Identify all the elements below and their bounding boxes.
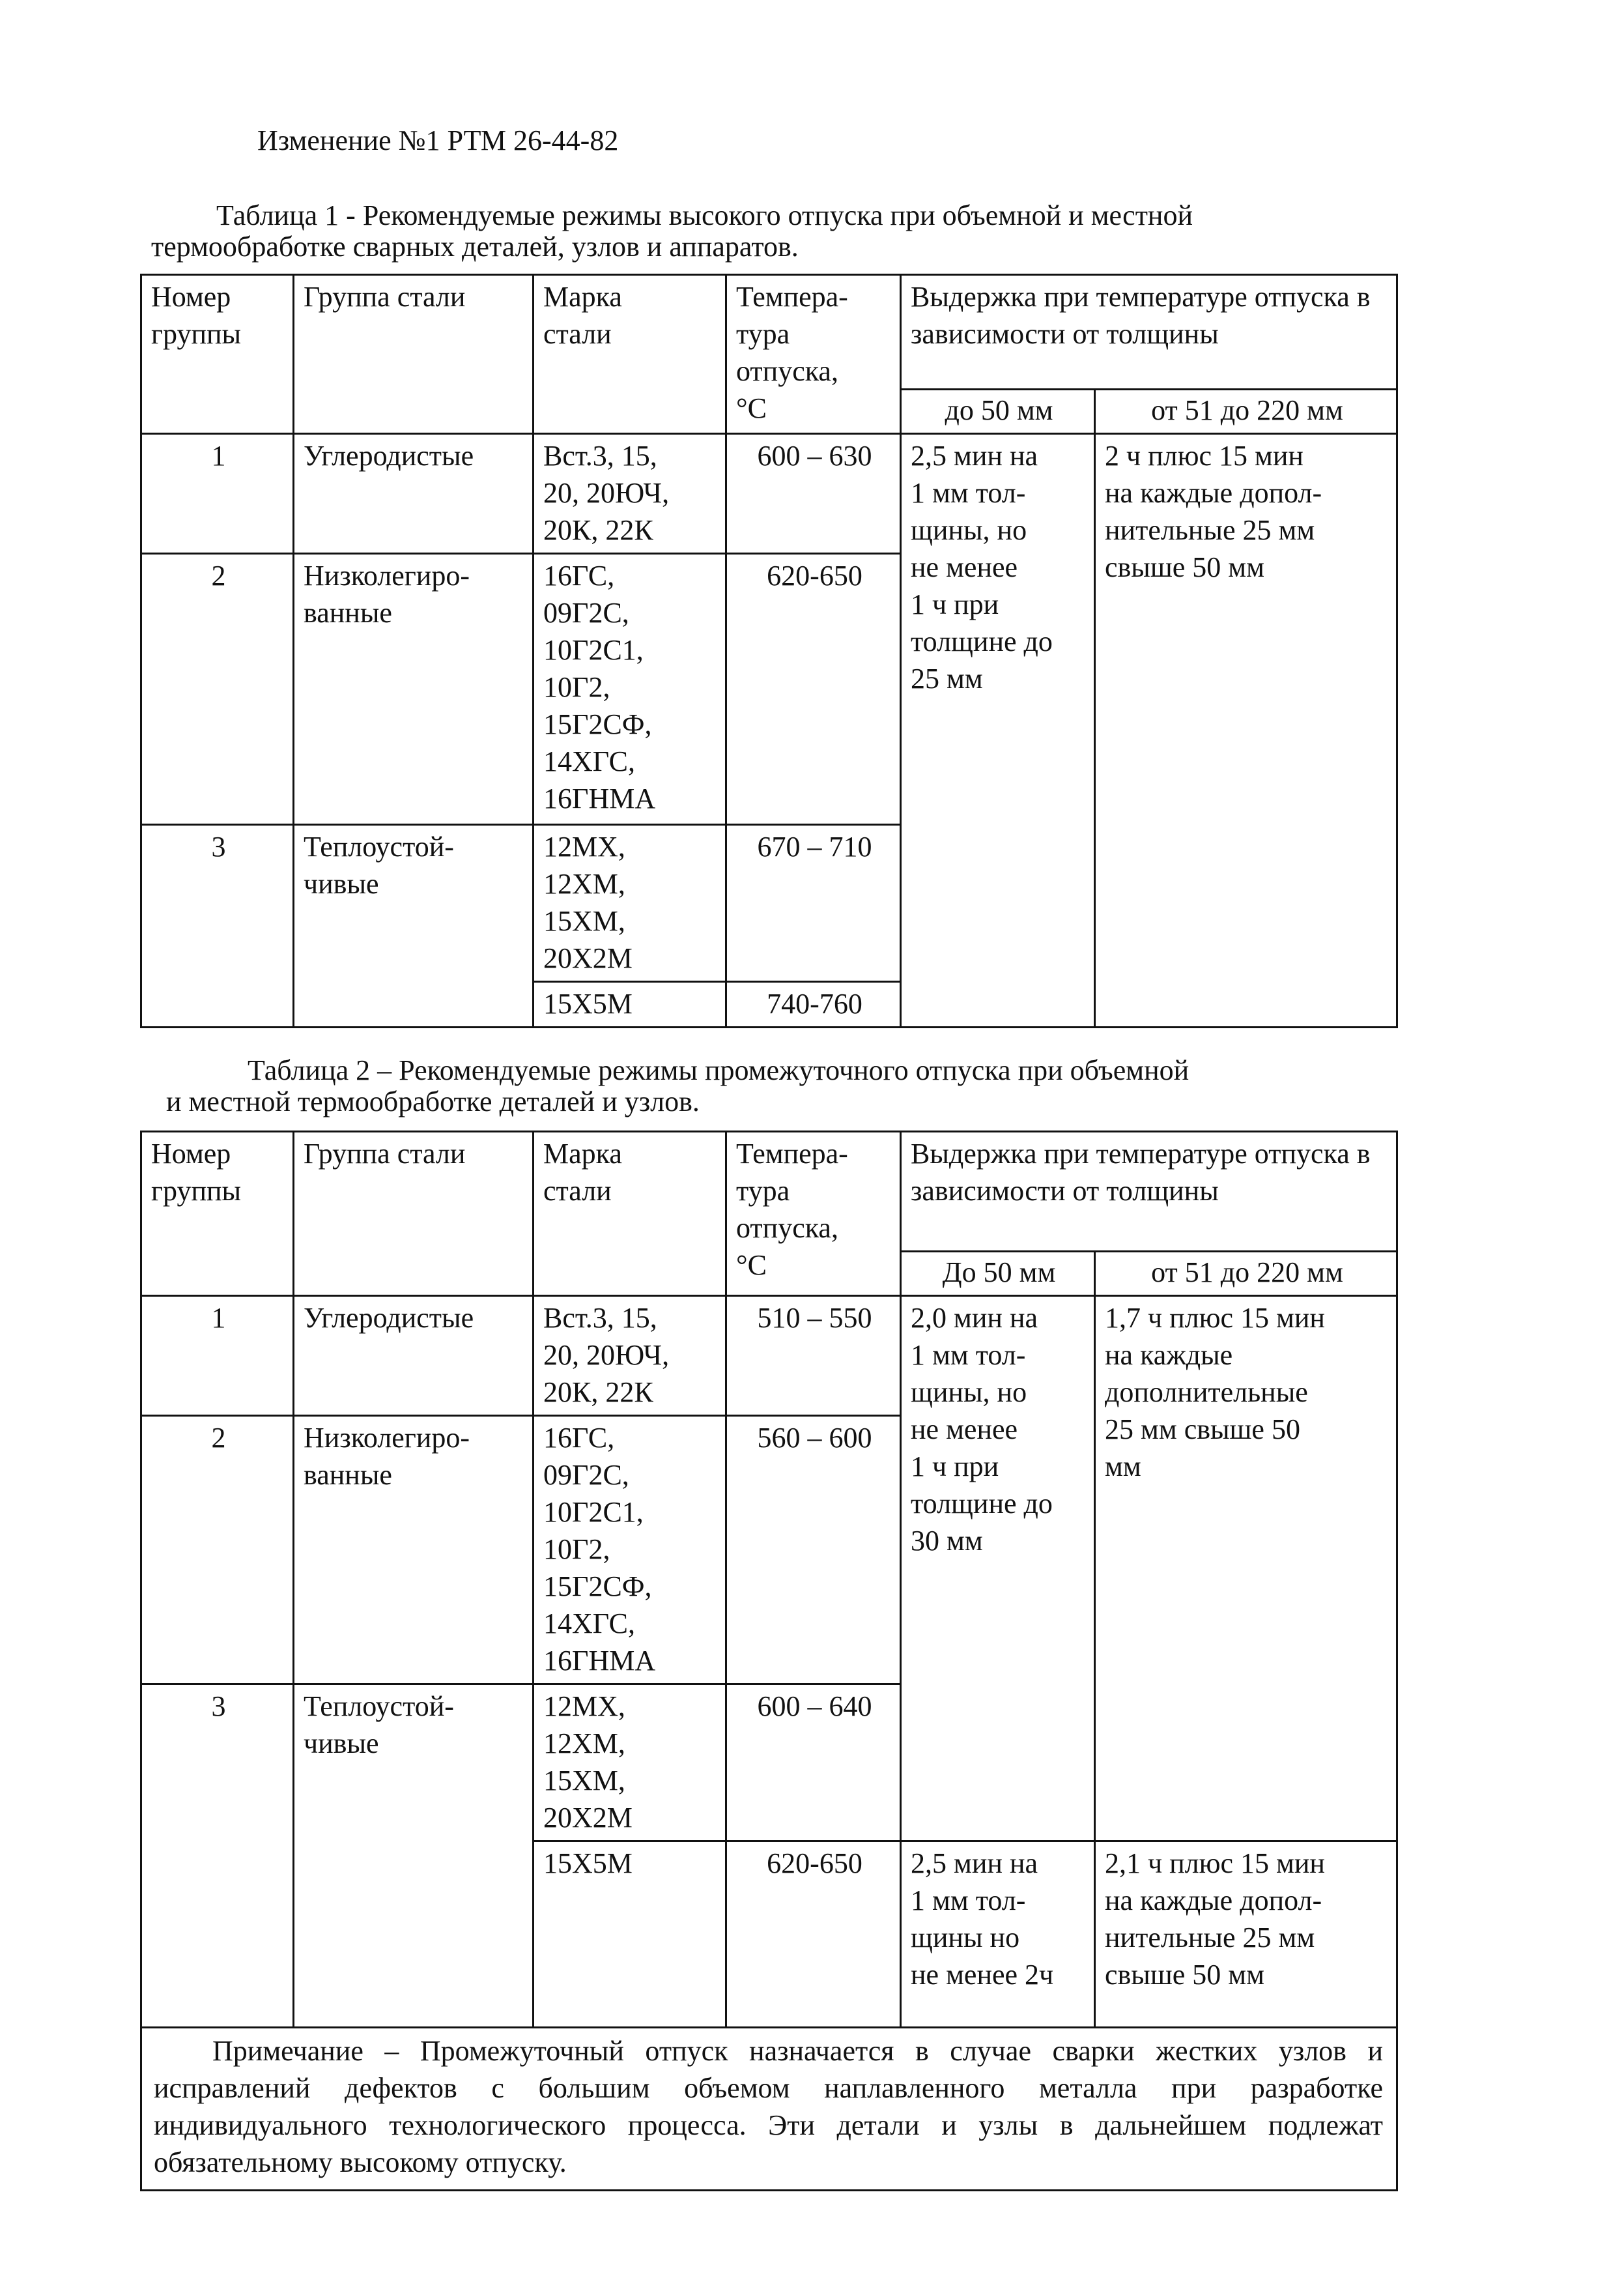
table1-header-hold-51-220: от 51 до 220 мм (1095, 390, 1397, 434)
table1-row3-group: Теплоустой- чивые (294, 825, 534, 1028)
table2-row3-group: Теплоустой- чивые (294, 1684, 534, 2028)
table1-row2-grade: 16ГС, 09Г2С, 10Г2С1, 10Г2, 15Г2СФ, 14ХГС, 16ГНМА (534, 554, 726, 825)
table2-row4-grade: 15Х5М (534, 1841, 726, 2028)
table2-header-row (141, 1132, 1397, 1252)
table1-caption-line2: термообработке сварных деталей, узлов и аппаратов. (151, 231, 799, 263)
table2-note-row (141, 2028, 1397, 2191)
table1-hold-upto50: 2,5 мин на 1 мм тол- щины, но не менее 1 ч при толщине до 25 мм (901, 434, 1095, 1028)
table1-row2-temp: 620-650 (726, 554, 901, 825)
table1-header-temperature: Темпера- тура отпуска, °С (726, 275, 901, 434)
table1-row3-no: 3 (141, 825, 294, 1028)
table2-row2-group: Низколегиро- ванные (294, 1416, 534, 1684)
table1-header-hold: Выдержка при температуре отпуска в зависимости от толщины (901, 275, 1397, 390)
table2-row3-no: 3 (141, 1684, 294, 2028)
table2 (140, 1131, 1398, 2191)
table2-row4-hold-51-220: 2,1 ч плюс 15 мин на каждые допол- нительные 25 мм свыше 50 мм (1095, 1841, 1397, 2028)
table1-row4-temp: 740-760 (726, 982, 901, 1028)
table2-row3-temp: 600 – 640 (726, 1684, 901, 1841)
table2-header-steel-group: Группа стали (294, 1132, 534, 1296)
table-row (141, 1296, 1397, 1416)
table1-header-hold-upto50: до 50 мм (901, 390, 1095, 434)
table2-row1-temp: 510 – 550 (726, 1296, 901, 1416)
table2-row1-grade: Вст.3, 15, 20, 20ЮЧ, 20К, 22К (534, 1296, 726, 1416)
table1-row1-temp: 600 – 630 (726, 434, 901, 554)
table2-header-hold-upto50: До 50 мм (901, 1252, 1095, 1296)
table1-header-row (141, 275, 1397, 390)
table1-caption (151, 199, 1454, 264)
table1-row1-no: 1 (141, 434, 294, 554)
table2-row2-no: 2 (141, 1416, 294, 1684)
table2-row1-no: 1 (141, 1296, 294, 1416)
table1 (140, 274, 1398, 1028)
table1-hold-51-220: 2 ч плюс 15 мин на каждые допол- нительные 25 мм свыше 50 мм (1095, 434, 1397, 1028)
table2-row4-hold-upto50: 2,5 мин на 1 мм тол- щины но не менее 2ч (901, 1841, 1095, 2028)
table2-row1-group: Углеродистые (294, 1296, 534, 1416)
table1-row3-grade: 12МХ, 12ХМ, 15ХМ, 20Х2М (534, 825, 726, 982)
table1-row1-group: Углеродистые (294, 434, 534, 554)
table1-row2-group: Низколегиро- ванные (294, 554, 534, 825)
table2-header-temperature: Темпера- тура отпуска, °С (726, 1132, 901, 1296)
table2-header-hold: Выдержка при температуре отпуска в зависимости от толщины (901, 1132, 1397, 1252)
table2-header-steel-grade: Марка стали (534, 1132, 726, 1296)
table1-row3-temp: 670 – 710 (726, 825, 901, 982)
table1-row2-no: 2 (141, 554, 294, 825)
table1-row1-grade: Вст.3, 15, 20, 20ЮЧ, 20К, 22К (534, 434, 726, 554)
document-header: Изменение №1 РТМ 26-44-82 (257, 124, 619, 156)
table-row (141, 434, 1397, 554)
table1-header-group-no: Номер группы (141, 275, 294, 434)
table2-caption-line1: Таблица 2 – Рекомендуемые режимы промежуточного отпуска при объемной (248, 1054, 1190, 1086)
table2-note: Примечание – Промежуточный отпуск назначается в случае сварки жестких узлов и исправлений дефектов с большим объемом наплавленного металла при разработке индивидуального технологического процесса. Эти детали и узлы в дальнейшем подлежат обязательному высокому отпуску. (141, 2028, 1397, 2191)
table2-header-hold-51-220: от 51 до 220 мм (1095, 1252, 1397, 1296)
table2-row2-temp: 560 – 600 (726, 1416, 901, 1684)
table2-row3-grade: 12МХ, 12ХМ, 15ХМ, 20Х2М (534, 1684, 726, 1841)
table2-row2-grade: 16ГС, 09Г2С, 10Г2С1, 10Г2, 15Г2СФ, 14ХГС, 16ГНМА (534, 1416, 726, 1684)
table2-caption-line2: и местной термообработке деталей и узлов. (166, 1086, 700, 1117)
table2-caption (166, 1054, 1469, 1119)
table2-header-group-no: Номер группы (141, 1132, 294, 1296)
table2-hold-upto50: 2,0 мин на 1 мм тол- щины, но не менее 1 ч при толщине до 30 мм (901, 1296, 1095, 1841)
table1-row4-grade: 15Х5М (534, 982, 726, 1028)
table2-row4-temp: 620-650 (726, 1841, 901, 2028)
table1-header-steel-group: Группа стали (294, 275, 534, 434)
table2-hold-51-220: 1,7 ч плюс 15 мин на каждые дополнительные 25 мм свыше 50 мм (1095, 1296, 1397, 1841)
table1-caption-line1: Таблица 1 - Рекомендуемые режимы высокого отпуска при объемной и местной (216, 199, 1193, 231)
table1-header-steel-grade: Марка стали (534, 275, 726, 434)
